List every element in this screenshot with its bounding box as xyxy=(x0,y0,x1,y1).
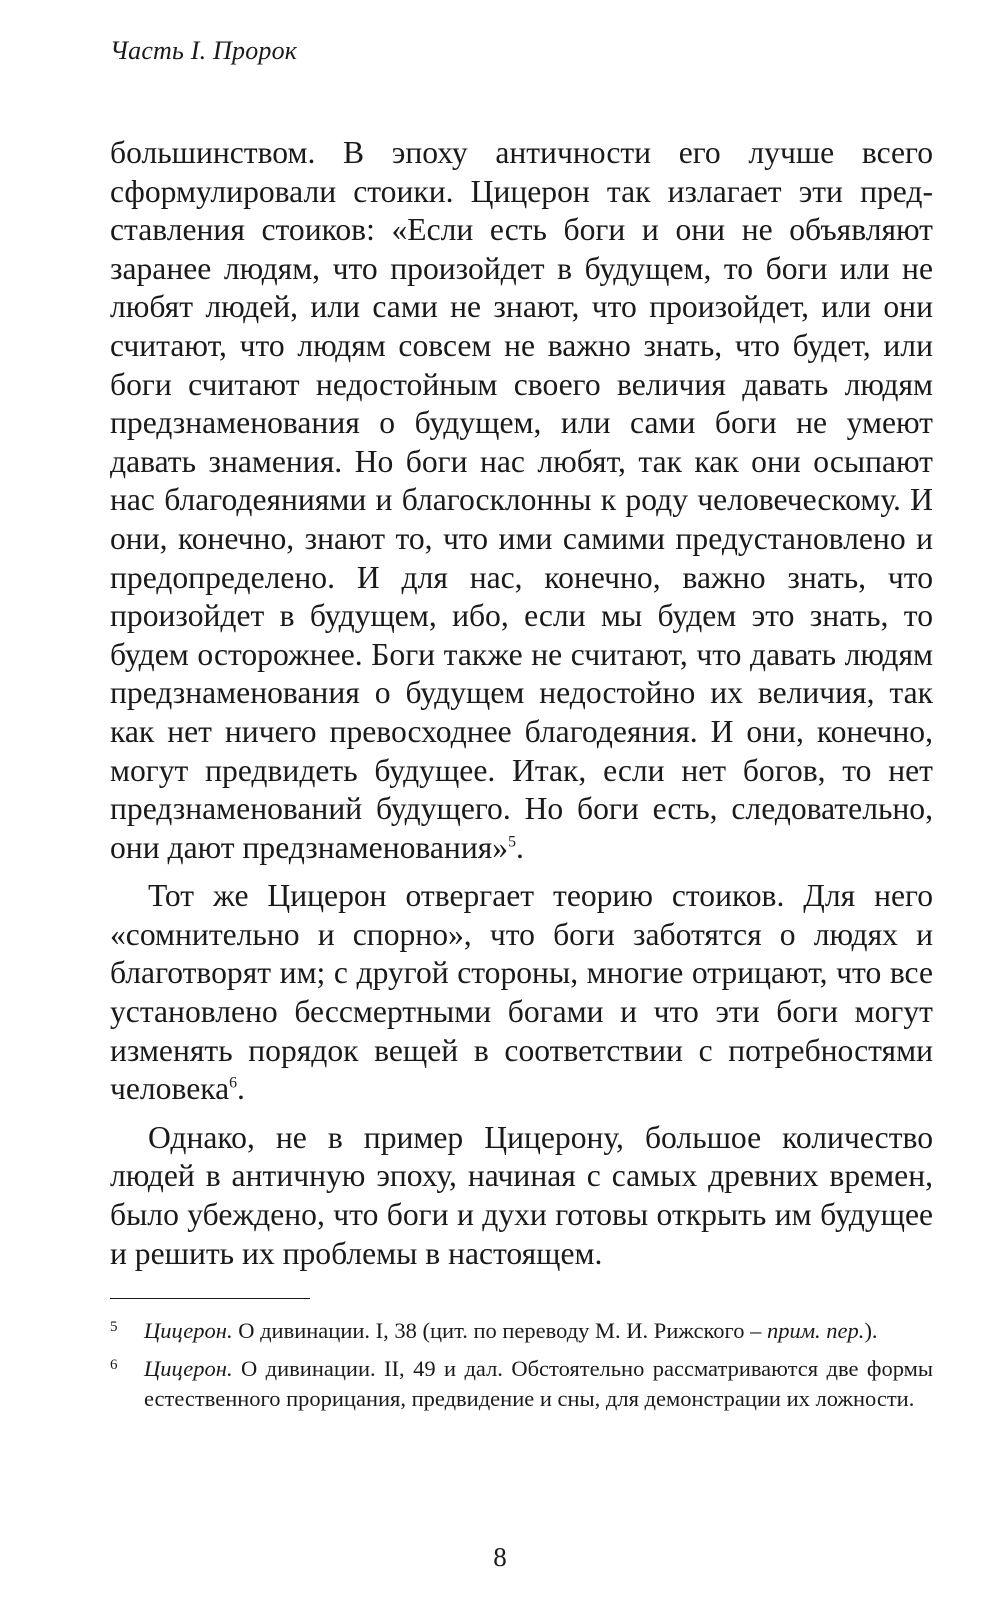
footnotes xyxy=(110,1316,933,1422)
footnote-ref[interactable]: 5 xyxy=(508,833,516,851)
paragraph: Тот же Цицерон отвергает теорию стоиков. Для него «сомнительно и спорно», что боги заботятся о людях и благотворят им; с другой стороны, многие отрицают, что все установлено бессмертными богами и что эти боги могут изменять порядок вещей в соответствии с потребностями человека$^6$. xyxy=(110,878,933,1107)
page-number: 8 xyxy=(493,1542,507,1572)
footnote-author: Цицерон. xyxy=(144,1318,233,1343)
footnote: 6 Цицерон. О дивинации. II, 49 и дал. Обстоятельно рассматриваются две формы естественного прорицания, предвидение и сны, для демонстрации их ложности. xyxy=(110,1354,933,1414)
footnote-ref[interactable]: 6 xyxy=(229,1074,238,1092)
paragraph: Однако, не в пример Цицерону, большое количество людей в античную эпоху, начиная с самых древних времен, было убеждено, что боги и духи готовы открыть им будущее и решить их проблемы в настоящем. xyxy=(110,1119,933,1271)
footnote-author: Цицерон. xyxy=(144,1356,233,1381)
body-text xyxy=(110,134,933,1273)
footnote-divider xyxy=(110,1298,310,1299)
paragraph: большинством. В эпоху античности его лучше всего сформулировали стоики. Цицерон так излагает эти представления стоиков: «Если есть боги и они не объявляют заранее людям, что произойдет в будущем, то боги или не любят людей, или сами не знают, что произойдет, или они считают, что людям совсем не важно знать, что будет, или боги считают недостойным своего величия давать людям предзнаменования о будущем, или сами боги не умеют давать знамения. Но боги нас любят, так как они осыпают нас благодеяниями и благосклонны к роду человеческому. И они, конечно, знают то, что ими самими предустановлено и предопределено. И для нас, конечно, важно знать, что произойдет в будущем, ибо, если мы будем это знать, то будем осторожнее. Боги также не считают, что давать людям предзнаменования о будущем недостойно их величия, так как нет ничего превосходнее благодеяния. И они, конечно, могут предвидеть будущее. Итак, если нет богов, то нет предзнаменований будущего. Но боги есть, следовательно, они дают предзнаменования»$^5$. xyxy=(110,135,933,865)
running-head: Часть I. Пророк xyxy=(110,36,298,65)
footnote: 5 Цицерон. О дивинации. I, 38 (цит. по переводу М. И. Рижского – прим. пер.). xyxy=(110,1316,933,1346)
footnote-number: 5 xyxy=(110,1319,118,1335)
footnote-number: 6 xyxy=(110,1357,118,1373)
